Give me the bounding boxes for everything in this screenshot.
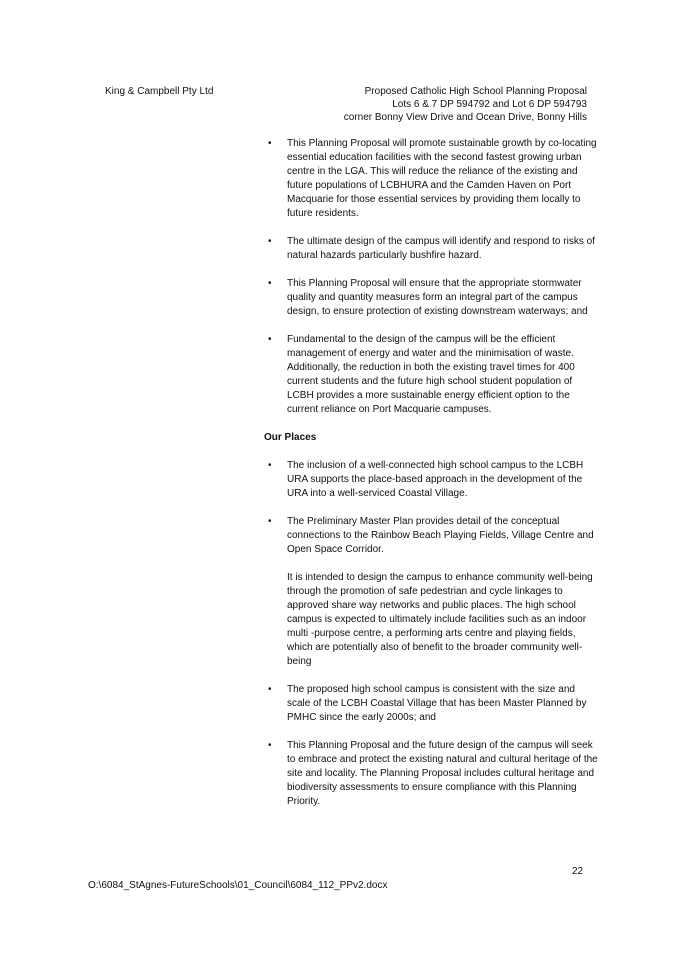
header-lots-line: Lots 6 & 7 DP 594792 and Lot 6 DP 594793 bbox=[392, 99, 587, 110]
bullet-marker: • bbox=[268, 138, 272, 149]
list-item bbox=[264, 683, 599, 725]
bullet-marker: • bbox=[268, 740, 272, 751]
bullet-marker: • bbox=[268, 516, 272, 527]
document-body bbox=[264, 137, 599, 823]
list-item-text: The Preliminary Master Plan provides detail of the conceptual connections to the Rainbow Beach Playing Fields, Village Centre and Open Space Corridor. bbox=[287, 516, 594, 555]
list-item-text: The inclusion of a well-connected high school campus to the LCBH URA supports the place-based approach in the development of the URA into a well-serviced Coastal Village. bbox=[287, 460, 584, 499]
bullet-marker: • bbox=[268, 684, 272, 695]
header-company: King & Campbell Pty Ltd bbox=[105, 86, 214, 97]
list-item bbox=[264, 459, 599, 501]
list-item bbox=[264, 739, 599, 809]
bullet-marker: • bbox=[268, 460, 272, 471]
section-heading: Our Places bbox=[264, 432, 317, 443]
list-item bbox=[264, 137, 599, 221]
bullet-marker: • bbox=[268, 334, 272, 345]
bullet-marker: • bbox=[268, 236, 272, 247]
header-location-line: corner Bonny View Drive and Ocean Drive, Bonny Hills bbox=[343, 112, 587, 123]
list-item-text: This Planning Proposal will promote sustainable growth by co-locating essential education facilities with the second fastest growing urban centre in the LGA. This will reduce the reliance of the existing and future populations of LCBHURA and the Camden Haven on Port Macquarie for those essential services by providing them locally to future residents. bbox=[287, 138, 597, 219]
list-item-text: This Planning Proposal and the future design of the campus will seek to embrace and protect the existing natural and cultural heritage of the site and locality. The Planning Proposal includes cultural heritage and biodiversity assessments to ensure compliance with this Planning Priority. bbox=[287, 740, 598, 807]
list-item-text: This Planning Proposal will ensure that the appropriate stormwater quality and quantity measures form an integral part of the campus design, to ensure protection of existing downstream waterways; and bbox=[287, 278, 588, 317]
list-item bbox=[264, 277, 599, 319]
header-project-info bbox=[344, 85, 587, 124]
bullet-marker: • bbox=[268, 278, 272, 289]
list-item bbox=[264, 235, 599, 263]
list-item-text: The ultimate design of the campus will identify and respond to risks of natural hazards particularly bushfire hazard. bbox=[287, 236, 595, 261]
indented-paragraph: It is intended to design the campus to enhance community well-being through the promotion of safe pedestrian and cycle linkages to approved share way networks and public places. The high school campus is expected to ultimately include facilities such as an indoor multi -purpose centre, a performing arts centre and playing fields, which are potentially also of benefit to the broader community well-being bbox=[287, 572, 593, 667]
footer-file-path: O:\6084_StAgnes-FutureSchools\01_Council\6084_112_PPv2.docx bbox=[88, 880, 388, 891]
page-number: 22 bbox=[572, 866, 584, 877]
header-title-line: Proposed Catholic High School Planning Proposal bbox=[364, 86, 587, 97]
list-item-text: Fundamental to the design of the campus will be the efficient management of energy and water and the minimisation of waste. Additionally, the reduction in both the existing travel times for 400 current students and the future high school student population of LCBH provides a more sustainable energy efficient option to the current reliance on Port Macquarie campuses. bbox=[287, 334, 575, 415]
list-item-text: The proposed high school campus is consistent with the size and scale of the LCBH Coastal Village that has been Master Planned by PMHC since the early 2000s; and bbox=[287, 684, 587, 723]
list-item bbox=[264, 333, 599, 417]
list-item bbox=[264, 515, 599, 557]
